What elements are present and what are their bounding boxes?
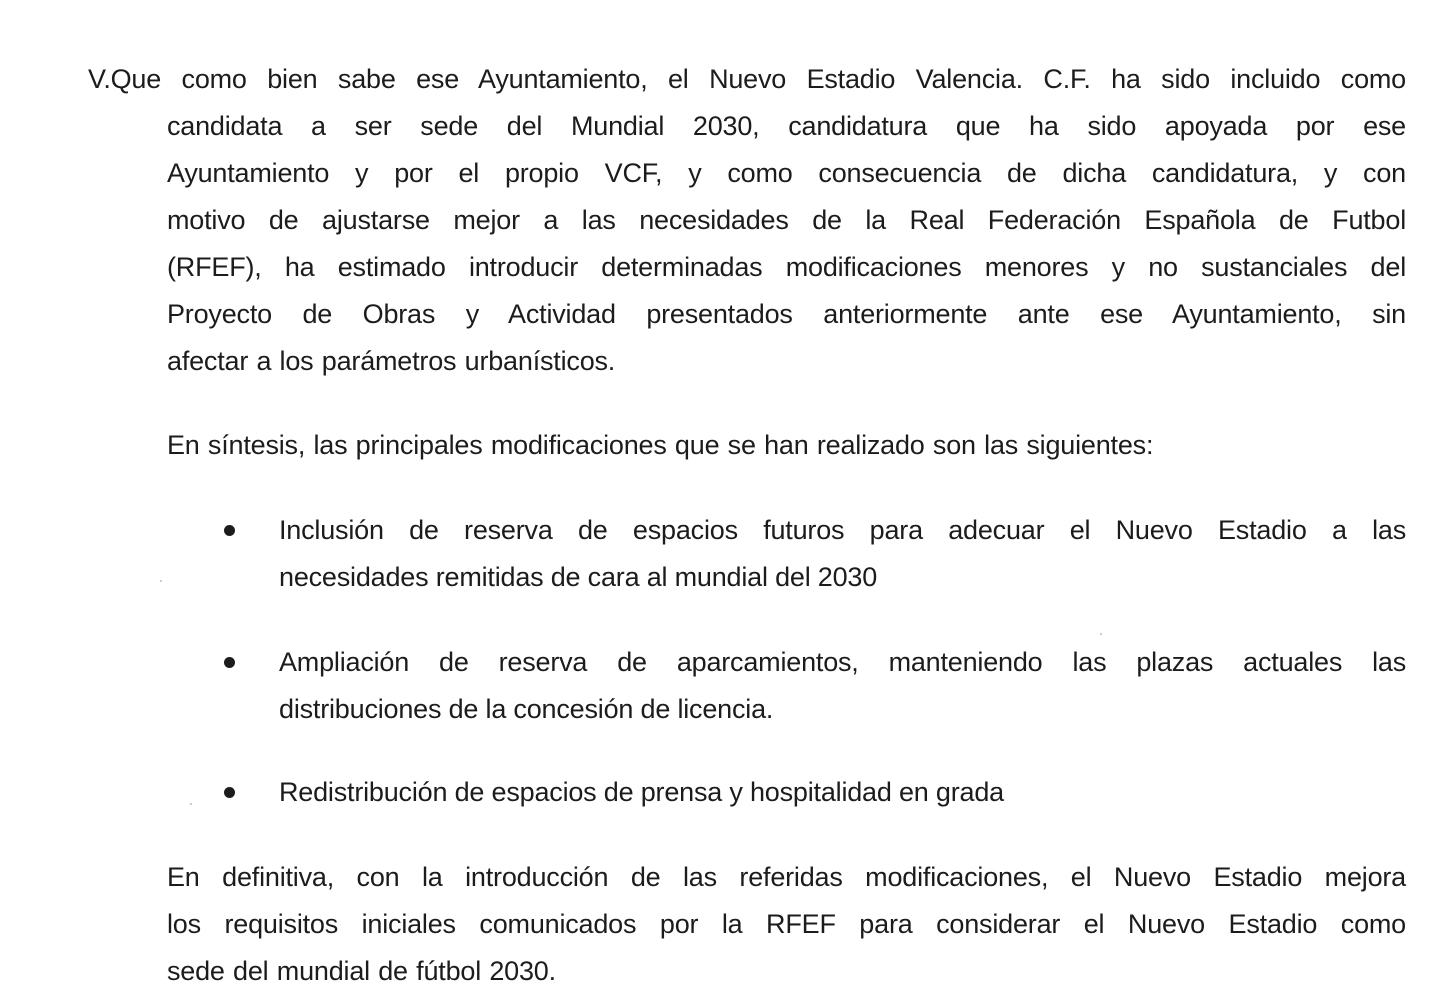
paragraph-line: sede del mundial de fútbol 2030.: [167, 956, 556, 986]
paragraph-line: V.Que como bien sabe ese Ayuntamiento, el Nuevo Estadio Valencia. C.F. ha sido incluido como: [88, 64, 1406, 94]
paragraph-line: candidata a ser sede del Mundial 2030, candidatura que ha sido apoyada por ese: [167, 111, 1406, 141]
paragraph-line: motivo de ajustarse mejor a las necesidades de la Real Federación Española de Futbol: [167, 205, 1406, 235]
paragraph-line: los requisitos iniciales comunicados por la RFEF para considerar el Nuevo Estadio como: [167, 909, 1406, 939]
list-item-line: Ampliación de reserva de aparcamientos, manteniendo las plazas actuales las: [279, 647, 1406, 677]
paragraph-line: En síntesis, las principales modificaciones que se han realizado son las siguientes:: [167, 430, 1154, 460]
list-item-line: Inclusión de reserva de espacios futuros para adecuar el Nuevo Estadio a las: [279, 515, 1406, 545]
list-item-line: necesidades remitidas de cara al mundial del 2030: [279, 562, 878, 592]
summary-intro-paragraph: [167, 422, 1406, 469]
paragraph-line: Proyecto de Obras y Actividad presentados anteriormente ante ese Ayuntamiento, sin: [167, 299, 1406, 329]
paragraph-v: [88, 56, 1406, 385]
scan-speck: [190, 803, 192, 805]
list-item-text: [279, 639, 1406, 733]
list-item-text: [279, 507, 1406, 601]
list-item-line: distribuciones de la concesión de licencia.: [279, 694, 774, 724]
scan-speck: [1100, 633, 1102, 635]
paragraph-line: En definitiva, con la introducción de las referidas modificaciones, el Nuevo Estadio mejora: [167, 862, 1406, 892]
list-item-text: [279, 769, 1406, 816]
paragraph-line: (RFEF), ha estimado introducir determinadas modificaciones menores y no sustanciales del: [167, 252, 1406, 282]
list-item-line: Redistribución de espacios de prensa y hospitalidad en grada: [279, 777, 1004, 807]
paragraph-line: Ayuntamiento y por el propio VCF, y como consecuencia de dicha candidatura, y con: [167, 158, 1406, 188]
scan-speck: [160, 580, 162, 582]
conclusion-paragraph: [167, 854, 1406, 995]
paragraph-line: afectar a los parámetros urbanísticos.: [167, 346, 616, 376]
